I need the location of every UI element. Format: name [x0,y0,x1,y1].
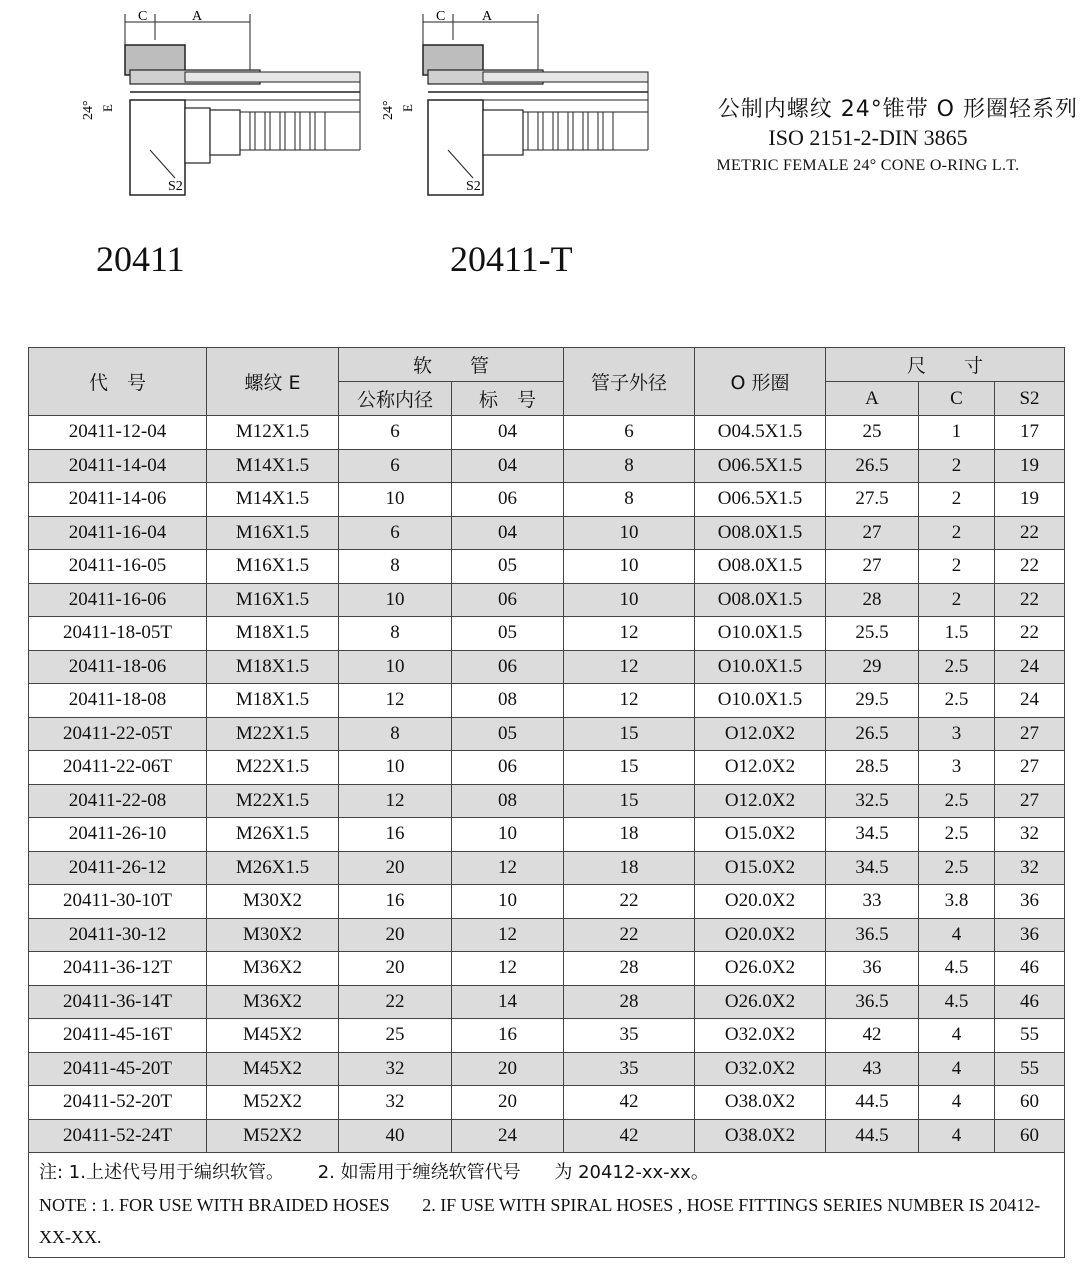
table-cell: 15 [564,717,695,751]
fitting-drawing-20411 [70,0,370,215]
dim-c-label: C [436,9,446,24]
table-row [29,751,1065,785]
table-cell: O38.0X2 [695,1086,826,1120]
note-cn-3: 为 20412-xx-xx。 [554,1162,709,1183]
table-cell: O32.0X2 [695,1019,826,1053]
table-cell: 43 [826,1052,919,1086]
table-cell: 26.5 [826,717,919,751]
table-cell: M18X1.5 [207,650,339,684]
table-cell: 6 [339,449,452,483]
table-cell: 36.5 [826,918,919,952]
table-cell: 20411-16-05 [29,550,207,584]
title-block [658,92,1078,175]
table-cell: 20411-22-06T [29,751,207,785]
table-cell: O26.0X2 [695,985,826,1019]
table-cell: O20.0X2 [695,885,826,919]
table-cell: 14 [452,985,564,1019]
table-cell: 18 [564,818,695,852]
table-cell: 19 [995,449,1065,483]
table-cell: O10.0X1.5 [695,684,826,718]
table-cell: 16 [339,818,452,852]
table-cell: M52X2 [207,1119,339,1153]
table-cell: 20411-22-08 [29,784,207,818]
table-cell: 4 [919,1019,995,1053]
table-cell: 26.5 [826,449,919,483]
table-cell: 42 [826,1019,919,1053]
table-cell: O32.0X2 [695,1052,826,1086]
table-cell: 12 [452,851,564,885]
table-row [29,818,1065,852]
table-cell: M45X2 [207,1019,339,1053]
table-cell: 12 [564,617,695,651]
table-cell: 40 [339,1119,452,1153]
table-row [29,1119,1065,1153]
model-number-variant: 20411-T [450,239,573,279]
table-cell: 3 [919,717,995,751]
table-body [29,416,1065,1153]
table-cell: O06.5X1.5 [695,483,826,517]
table-cell: M22X1.5 [207,751,339,785]
header-code: 代 号 [29,348,207,416]
table-notes [29,1153,1065,1258]
table-cell: M30X2 [207,918,339,952]
table-cell: 2 [919,583,995,617]
table-cell: 24 [995,650,1065,684]
header-hose-id: 公称内径 [339,382,452,416]
table-row [29,449,1065,483]
table-cell: 34.5 [826,851,919,885]
table-cell: 60 [995,1119,1065,1153]
table-cell: 20411-26-10 [29,818,207,852]
table-cell: 1 [919,416,995,450]
table-header [29,348,1065,416]
table-cell: 29.5 [826,684,919,718]
table-row [29,885,1065,919]
table-cell: 4 [919,1052,995,1086]
table-cell: M22X1.5 [207,717,339,751]
table-cell: 05 [452,550,564,584]
table-cell: 27 [995,784,1065,818]
angle-label: 24° [81,100,96,120]
table-cell: 17 [995,416,1065,450]
table-row [29,717,1065,751]
table-cell: 05 [452,717,564,751]
table-cell: O12.0X2 [695,751,826,785]
table-row [29,583,1065,617]
table-cell: M52X2 [207,1086,339,1120]
table-cell: M26X1.5 [207,818,339,852]
table-cell: M14X1.5 [207,449,339,483]
table-cell: 35 [564,1052,695,1086]
table-row [29,985,1065,1019]
note-en-1: NOTE : 1. FOR USE WITH BRAIDED HOSES [39,1195,390,1215]
table-cell: O26.0X2 [695,952,826,986]
table-cell: 20411-30-10T [29,885,207,919]
angle-label: 24° [381,100,396,120]
table-cell: 20411-22-05T [29,717,207,751]
table-cell: O15.0X2 [695,818,826,852]
table-cell: 04 [452,449,564,483]
table-row [29,952,1065,986]
table-cell: O08.0X1.5 [695,583,826,617]
table-cell: 15 [564,784,695,818]
table-cell: 12 [452,918,564,952]
table-cell: 32.5 [826,784,919,818]
table-cell: 22 [995,617,1065,651]
header-dim-a: A [826,382,919,416]
table-cell: 27 [826,550,919,584]
table-cell: 10 [564,516,695,550]
table-cell: 3.8 [919,885,995,919]
table-cell: 2.5 [919,650,995,684]
dim-a-label: A [482,9,493,24]
note-en-2: 2. IF USE WITH SPIRAL HOSES , HOSE FITTINGS SERIES NUMBER IS 20412-XX-XX. [39,1195,1041,1247]
table-cell: 20411-18-05T [29,617,207,651]
table-row [29,1086,1065,1120]
spec-table [28,347,1065,1258]
table-cell: 06 [452,751,564,785]
table-cell: M14X1.5 [207,483,339,517]
header-dimensions: 尺 寸 [826,348,1065,382]
table-cell: M16X1.5 [207,550,339,584]
table-cell: M16X1.5 [207,516,339,550]
table-cell: 08 [452,684,564,718]
table-cell: 8 [564,483,695,517]
table-cell: 2 [919,483,995,517]
table-cell: 36 [826,952,919,986]
table-cell: 10 [339,583,452,617]
table-cell: 10 [339,650,452,684]
table-cell: 20 [339,851,452,885]
table-cell: O10.0X1.5 [695,650,826,684]
table-cell: 20411-14-06 [29,483,207,517]
table-cell: 20411-26-12 [29,851,207,885]
table-cell: M18X1.5 [207,684,339,718]
fitting-drawing-20411-t [378,0,678,215]
table-cell: 22 [995,550,1065,584]
table-cell: 3 [919,751,995,785]
header-tube-od: 管子外径 [564,348,695,416]
table-cell: M30X2 [207,885,339,919]
table-cell: 27.5 [826,483,919,517]
table-cell: 20411-18-08 [29,684,207,718]
table-cell: 32 [339,1086,452,1120]
table-cell: 20411-52-24T [29,1119,207,1153]
table-cell: 25.5 [826,617,919,651]
table-cell: 12 [564,650,695,684]
table-cell: 19 [995,483,1065,517]
table-cell: 10 [452,885,564,919]
table-row [29,650,1065,684]
table-cell: 22 [995,516,1065,550]
table-cell: 06 [452,583,564,617]
table-cell: M45X2 [207,1052,339,1086]
title-chinese: 公制内螺纹 24°锥带 O 形圈轻系列 [717,97,1078,122]
table-row [29,617,1065,651]
table-cell: 12 [564,684,695,718]
table-cell: 25 [339,1019,452,1053]
table-cell: 55 [995,1019,1065,1053]
table-cell: 20411-52-20T [29,1086,207,1120]
note-english [39,1189,1054,1253]
table-cell: 18 [564,851,695,885]
table-cell: O12.0X2 [695,784,826,818]
table-cell: 04 [452,516,564,550]
table-cell: 20411-16-06 [29,583,207,617]
table-cell: 36 [995,885,1065,919]
table-cell: 10 [339,483,452,517]
table-cell: 05 [452,617,564,651]
header-thread: 螺纹 E [207,348,339,416]
table-cell: 32 [995,851,1065,885]
table-cell: 12 [339,784,452,818]
table-cell: 20411-45-20T [29,1052,207,1086]
table-cell: 4 [919,918,995,952]
table-cell: 20411-12-04 [29,416,207,450]
table-cell: 46 [995,952,1065,986]
table-cell: M16X1.5 [207,583,339,617]
header-dim-s2: S2 [995,382,1065,416]
note-chinese [39,1157,1054,1189]
s2-label: S2 [466,179,481,194]
table-cell: 1.5 [919,617,995,651]
table-cell: 10 [564,550,695,584]
table-cell: 06 [452,483,564,517]
table-cell: 20411-45-16T [29,1019,207,1053]
table-cell: 8 [339,617,452,651]
table-row [29,851,1065,885]
table-cell: 29 [826,650,919,684]
table-cell: 2 [919,550,995,584]
table-cell: O06.5X1.5 [695,449,826,483]
table-cell: 22 [564,885,695,919]
table-cell: 36 [995,918,1065,952]
table-cell: M36X2 [207,952,339,986]
table-row [29,784,1065,818]
thread-e-label: E [100,104,115,112]
header-hose-mark: 标 号 [452,382,564,416]
table-cell: O15.0X2 [695,851,826,885]
table-cell: O20.0X2 [695,918,826,952]
table-cell: 2 [919,516,995,550]
table-cell: 44.5 [826,1086,919,1120]
table-cell: 55 [995,1052,1065,1086]
table-cell: 20411-36-14T [29,985,207,1019]
table-cell: 6 [339,516,452,550]
table-cell: O08.0X1.5 [695,516,826,550]
header-oring: O 形圈 [695,348,826,416]
table-cell: 28 [564,985,695,1019]
table-cell: 28 [564,952,695,986]
table-cell: 16 [339,885,452,919]
table-cell: 20411-16-04 [29,516,207,550]
title-english: METRIC FEMALE 24° CONE O-RING L.T. [716,157,1020,174]
table-row [29,1019,1065,1053]
table-cell: M36X2 [207,985,339,1019]
table-cell: 24 [452,1119,564,1153]
table-cell: 27 [995,717,1065,751]
table-cell: 20 [339,952,452,986]
table-cell: 22 [564,918,695,952]
table-row [29,550,1065,584]
table-cell: 33 [826,885,919,919]
note-cn-1: 注: 1.上述代号用于编织软管。 [39,1162,284,1183]
table-cell: M18X1.5 [207,617,339,651]
table-cell: M12X1.5 [207,416,339,450]
table-cell: 20 [452,1086,564,1120]
table-cell: 4 [919,1086,995,1120]
table-row [29,684,1065,718]
table-cell: M22X1.5 [207,784,339,818]
table-cell: 42 [564,1119,695,1153]
table-cell: 2.5 [919,818,995,852]
table-cell: 20411-36-12T [29,952,207,986]
thread-e-label: E [400,104,415,112]
table-cell: 34.5 [826,818,919,852]
table-cell: 20411-30-12 [29,918,207,952]
table-cell: 20 [339,918,452,952]
table-cell: 2.5 [919,684,995,718]
table-cell: 06 [452,650,564,684]
table-cell: 4.5 [919,952,995,986]
table-cell: O38.0X2 [695,1119,826,1153]
table-cell: 20411-14-04 [29,449,207,483]
table-cell: M26X1.5 [207,851,339,885]
table-cell: 12 [339,684,452,718]
table-cell: 8 [564,449,695,483]
table-cell: O10.0X1.5 [695,617,826,651]
table-cell: 2 [919,449,995,483]
table-cell: 10 [452,818,564,852]
header-dim-c: C [919,382,995,416]
title-iso-standard: ISO 2151-2-DIN 3865 [768,125,968,150]
table-cell: 22 [995,583,1065,617]
table-cell: 04 [452,416,564,450]
table-cell: 32 [995,818,1065,852]
table-cell: 27 [995,751,1065,785]
table-row [29,483,1065,517]
table-cell: 16 [452,1019,564,1053]
table-row [29,416,1065,450]
table-cell: 15 [564,751,695,785]
table-cell: 6 [564,416,695,450]
table-cell: 24 [995,684,1065,718]
s2-label: S2 [168,179,183,194]
table-cell: 8 [339,717,452,751]
table-cell: 22 [339,985,452,1019]
table-cell: O04.5X1.5 [695,416,826,450]
table-cell: 10 [339,751,452,785]
table-cell: 28 [826,583,919,617]
table-cell: 4 [919,1119,995,1153]
table-cell: 25 [826,416,919,450]
table-cell: 4.5 [919,985,995,1019]
header-hose: 软 管 [339,348,564,382]
table-cell: 08 [452,784,564,818]
note-cn-2: 2. 如需用于缠绕软管代号 [317,1162,521,1183]
table-row [29,1052,1065,1086]
table-cell: 2.5 [919,784,995,818]
table-cell: 32 [339,1052,452,1086]
table-cell: 6 [339,416,452,450]
table-cell: 28.5 [826,751,919,785]
table-row [29,516,1065,550]
model-number-standard: 20411 [96,239,185,279]
table-cell: 8 [339,550,452,584]
table-cell: 20 [452,1052,564,1086]
table-cell: 35 [564,1019,695,1053]
table-cell: O12.0X2 [695,717,826,751]
table-cell: 27 [826,516,919,550]
table-cell: O08.0X1.5 [695,550,826,584]
table-cell: 44.5 [826,1119,919,1153]
table-row [29,918,1065,952]
dim-a-label: A [192,9,203,24]
dim-c-label: C [138,9,148,24]
table-cell: 36.5 [826,985,919,1019]
table-cell: 10 [564,583,695,617]
table-cell: 46 [995,985,1065,1019]
table-cell: 42 [564,1086,695,1120]
table-cell: 12 [452,952,564,986]
table-cell: 20411-18-06 [29,650,207,684]
table-cell: 60 [995,1086,1065,1120]
table-cell: 2.5 [919,851,995,885]
